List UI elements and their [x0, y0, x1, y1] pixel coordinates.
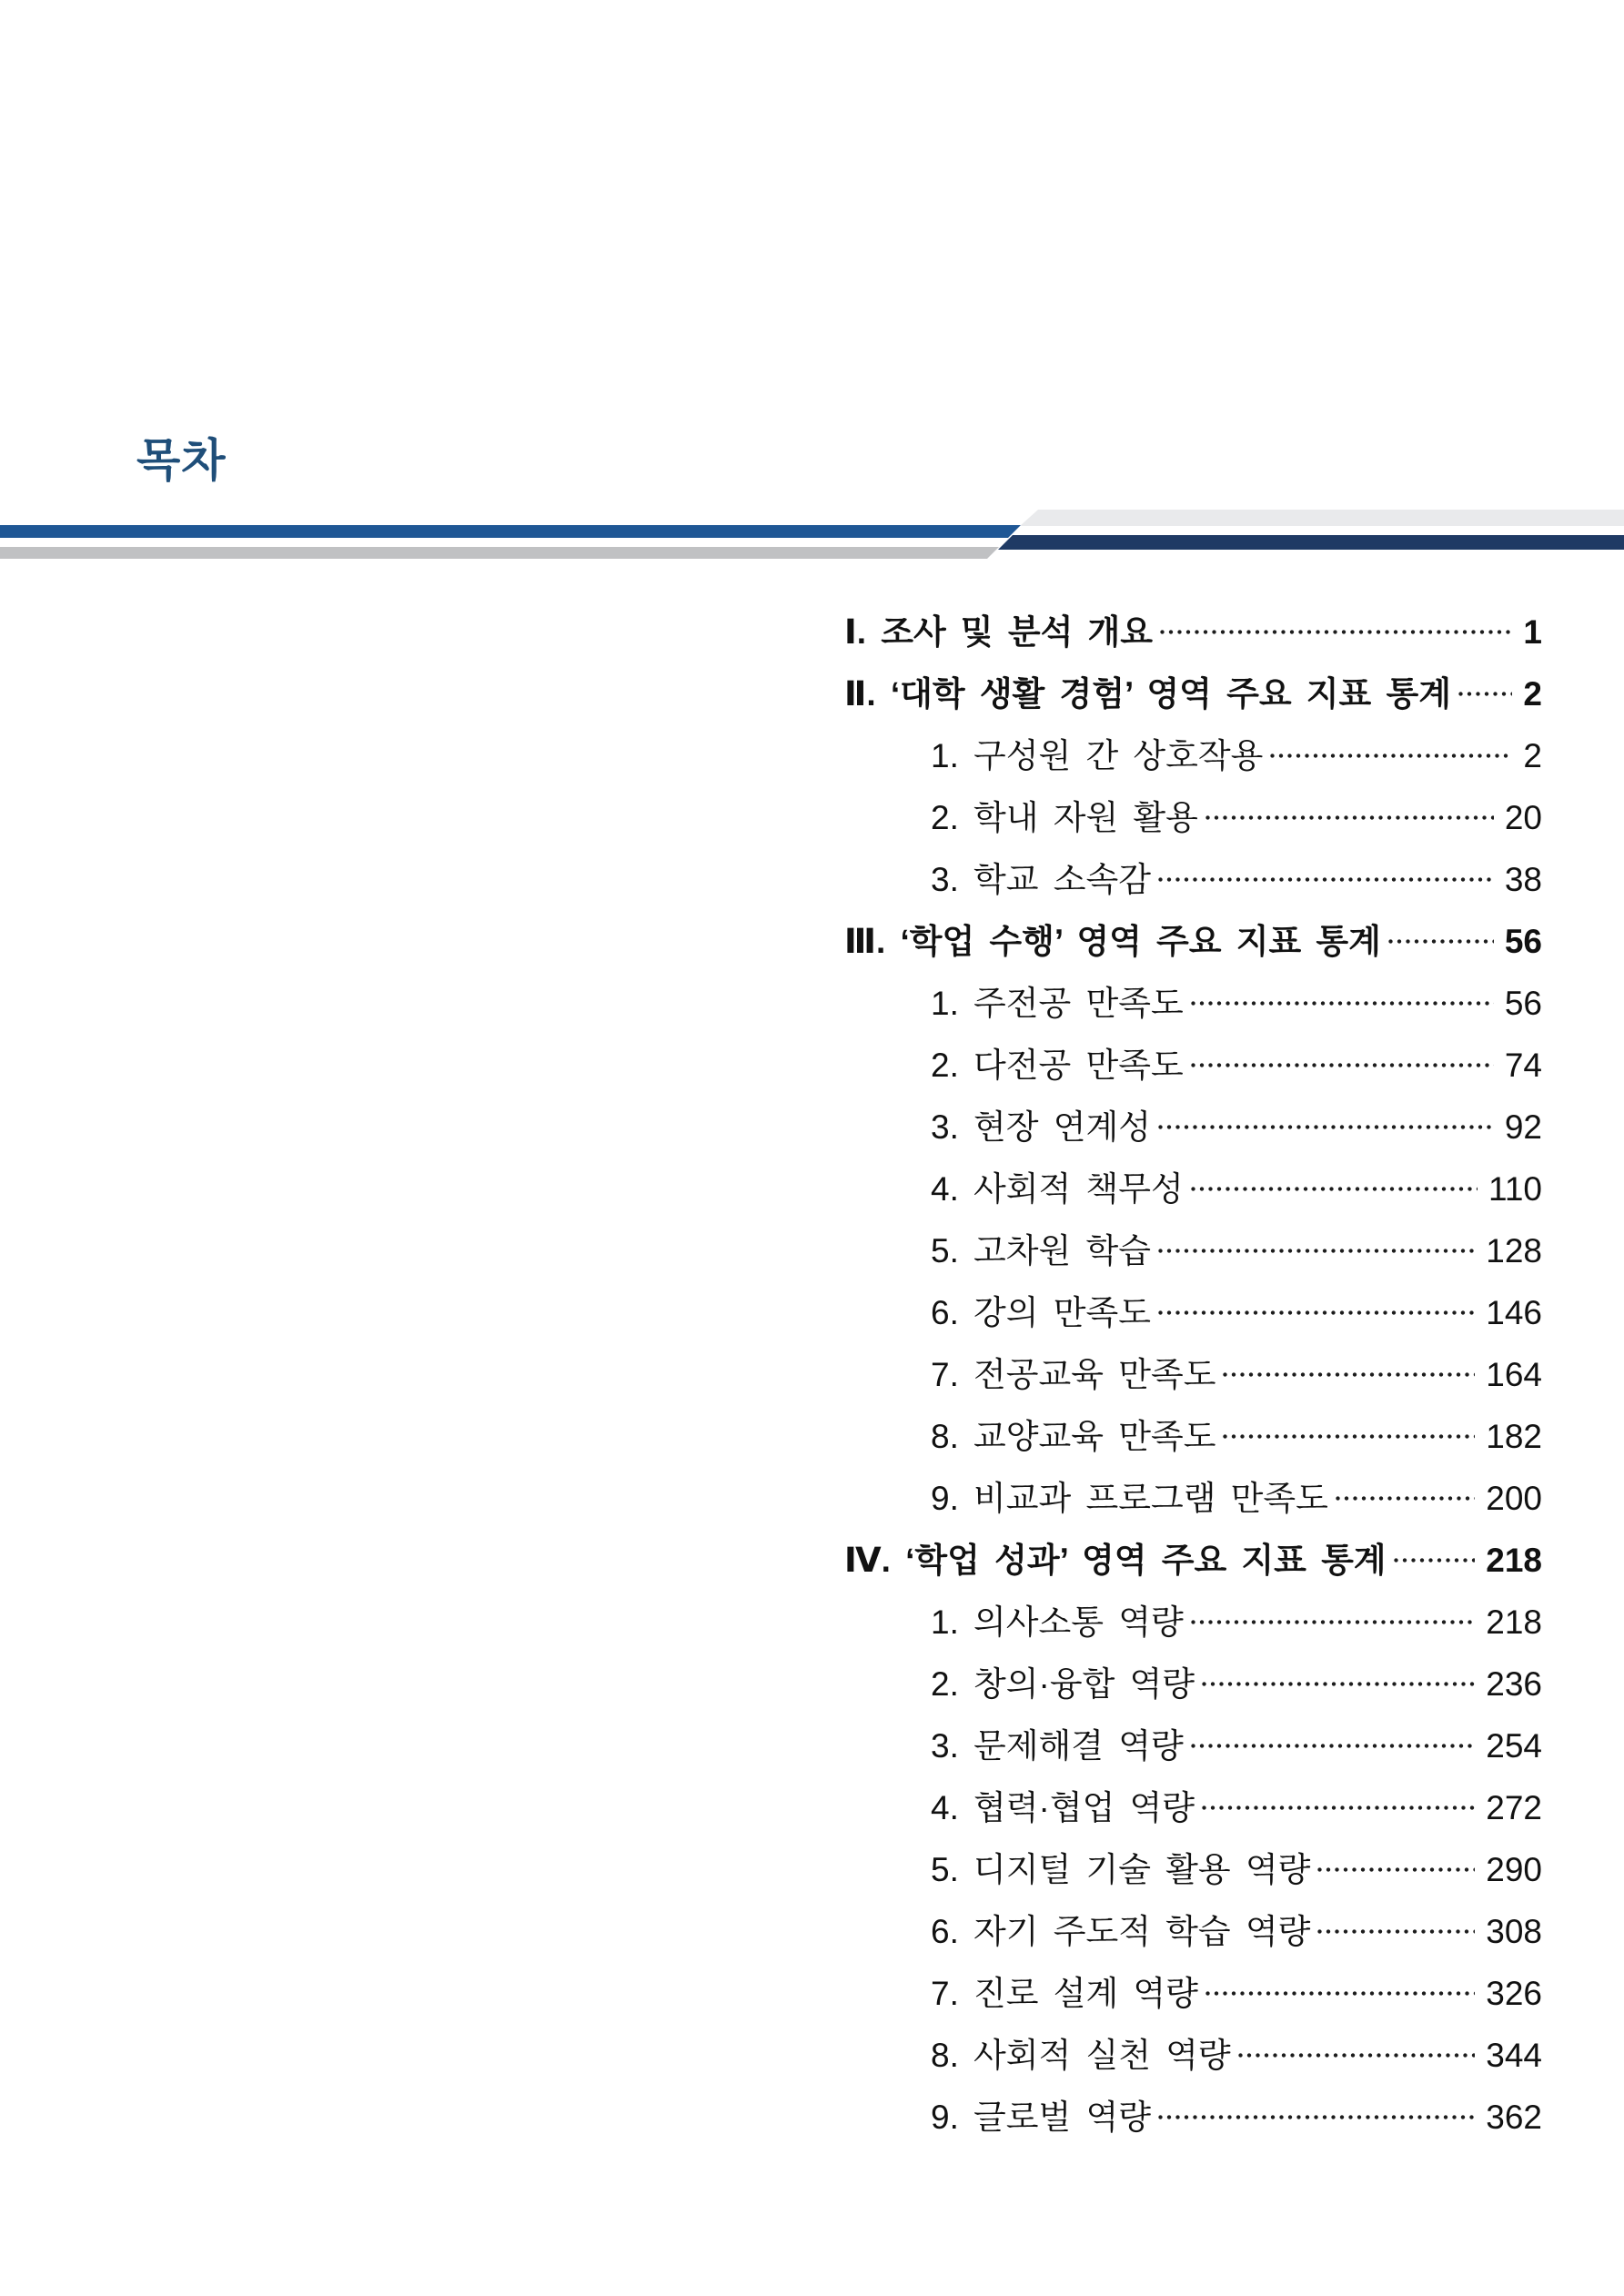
toc-item-label: 3. 학교 소속감	[931, 860, 1151, 898]
toc-item-label: 5. 디지털 기술 활용 역량	[931, 1850, 1311, 1888]
toc-row	[844, 1653, 1542, 1714]
toc-item-label: Ⅰ. 조사 및 분석 개요	[844, 612, 1154, 651]
toc-row	[844, 1281, 1542, 1343]
dot-leader	[1223, 1434, 1475, 1439]
dot-leader	[1202, 1682, 1475, 1686]
toc-page-number: 326	[1486, 1974, 1542, 2012]
toc-item-label: 3. 현장 연계성	[931, 1108, 1151, 1146]
toc-row	[844, 786, 1542, 848]
page-title: 목차	[136, 435, 227, 486]
toc-page-number: 2	[1523, 736, 1542, 774]
toc-page-number: 218	[1486, 1603, 1542, 1641]
toc-page-number: 254	[1486, 1726, 1542, 1765]
toc-row	[844, 1034, 1542, 1096]
toc-page-number: 92	[1504, 1108, 1542, 1146]
dot-leader	[1205, 815, 1494, 820]
toc-page-number: 74	[1504, 1046, 1542, 1084]
toc-row	[844, 1219, 1542, 1281]
toc-item-label: 8. 사회적 실천 역량	[931, 2036, 1231, 2074]
dot-leader	[1205, 1991, 1475, 1996]
dot-leader	[1394, 1558, 1476, 1563]
dot-leader	[1158, 1310, 1475, 1315]
toc-item-label: 1. 주전공 만족도	[931, 984, 1184, 1022]
toc-page-number: 38	[1504, 860, 1542, 898]
toc-item-label: Ⅱ. ‘대학 생활 경험’ 영역 주요 지표 통계	[844, 674, 1451, 713]
dot-leader	[1458, 692, 1512, 696]
toc-row-section-2	[844, 663, 1542, 724]
dot-leader	[1160, 630, 1512, 634]
toc-row	[844, 1962, 1542, 2024]
toc-item-label: 9. 비교과 프로그램 만족도	[931, 1479, 1328, 1517]
dot-leader	[1158, 1249, 1475, 1253]
dot-leader	[1223, 1372, 1475, 1377]
toc-row-section-4	[844, 1529, 1542, 1591]
divider-blue-stripe-left	[0, 525, 1021, 538]
toc-row-section-3	[844, 910, 1542, 972]
toc-item-label: 2. 학내 자원 활용	[931, 798, 1198, 836]
toc-page-number: 308	[1486, 1912, 1542, 1950]
toc-page-number: 128	[1486, 1231, 1542, 1269]
dot-leader	[1336, 1496, 1475, 1501]
toc-page-number: 272	[1486, 1788, 1542, 1826]
dot-leader	[1202, 1805, 1475, 1810]
toc-row	[844, 1714, 1542, 1776]
toc-item-label: 4. 협력·협업 역량	[931, 1788, 1195, 1826]
toc-row	[844, 1405, 1542, 1467]
dot-leader	[1191, 1744, 1476, 1748]
divider-navy-stripe-right	[998, 535, 1624, 550]
toc-row	[844, 972, 1542, 1034]
toc-item-label: 6. 자기 주도적 학습 역량	[931, 1912, 1311, 1950]
dot-leader	[1191, 1001, 1494, 1006]
dot-leader	[1158, 2115, 1475, 2119]
dot-leader	[1270, 754, 1512, 758]
toc-item-label: 6. 강의 만족도	[931, 1293, 1151, 1331]
dot-leader	[1158, 877, 1494, 882]
toc-row	[844, 724, 1542, 786]
toc-item-label: 2. 다전공 만족도	[931, 1046, 1184, 1084]
toc-row	[844, 1591, 1542, 1653]
toc-page-number: 200	[1486, 1479, 1542, 1517]
toc-page-number: 344	[1486, 2036, 1542, 2074]
toc-page-number: 362	[1486, 2098, 1542, 2136]
toc-item-label: 8. 교양교육 만족도	[931, 1417, 1216, 1455]
toc-item-label: Ⅲ. ‘학업 수행’ 영역 주요 지표 통계	[844, 922, 1381, 960]
toc-page-number: 2	[1523, 674, 1542, 713]
toc-row	[844, 1838, 1542, 1900]
divider-lightgray-stripe-right	[1020, 510, 1624, 526]
toc-row	[844, 1776, 1542, 1838]
toc-page-number: 164	[1486, 1355, 1542, 1393]
toc-row	[844, 1158, 1542, 1219]
toc-row	[844, 2024, 1542, 2086]
toc-item-label: 4. 사회적 책무성	[931, 1169, 1184, 1208]
dot-leader	[1191, 1187, 1478, 1191]
toc-item-label: 7. 진로 설계 역량	[931, 1974, 1198, 2012]
dot-leader	[1388, 939, 1494, 944]
toc-item-label: 5. 고차원 학습	[931, 1231, 1151, 1269]
dot-leader	[1191, 1063, 1494, 1067]
toc-item-label: 7. 전공교육 만족도	[931, 1355, 1216, 1393]
toc-page-number: 1	[1523, 612, 1542, 651]
toc-row	[844, 1343, 1542, 1405]
toc-page-number: 182	[1486, 1417, 1542, 1455]
divider-gray-stripe-left	[0, 547, 999, 559]
toc-page-number: 20	[1504, 798, 1542, 836]
toc-item-label: 3. 문제해결 역량	[931, 1726, 1184, 1765]
dot-leader	[1191, 1620, 1476, 1624]
dot-leader	[1158, 1125, 1494, 1129]
toc-page-number: 56	[1504, 984, 1542, 1022]
dot-leader	[1317, 1867, 1475, 1872]
toc-item-label: 1. 구성원 간 상호작용	[931, 736, 1264, 774]
toc-page-number: 290	[1486, 1850, 1542, 1888]
toc-page-number: 110	[1488, 1169, 1542, 1208]
toc-item-label: 1. 의사소통 역량	[931, 1603, 1184, 1641]
toc-row	[844, 1467, 1542, 1529]
toc-item-label: Ⅳ. ‘학업 성과’ 영역 주요 지표 통계	[844, 1541, 1387, 1579]
toc-page-number: 218	[1486, 1541, 1542, 1579]
toc-item-label: 2. 창의·융합 역량	[931, 1664, 1195, 1703]
toc-page-number: 236	[1486, 1664, 1542, 1703]
toc-row	[844, 2086, 1542, 2148]
toc-item-label: 9. 글로벌 역량	[931, 2098, 1151, 2136]
toc-row	[844, 848, 1542, 910]
dot-leader	[1317, 1929, 1475, 1934]
dot-leader	[1238, 2053, 1476, 2058]
toc-page-number: 56	[1504, 922, 1542, 960]
toc-row	[844, 1096, 1542, 1158]
table-of-contents	[844, 601, 1542, 2148]
toc-page-number: 146	[1486, 1293, 1542, 1331]
toc-row-section-1	[844, 601, 1542, 663]
toc-row	[844, 1900, 1542, 1962]
